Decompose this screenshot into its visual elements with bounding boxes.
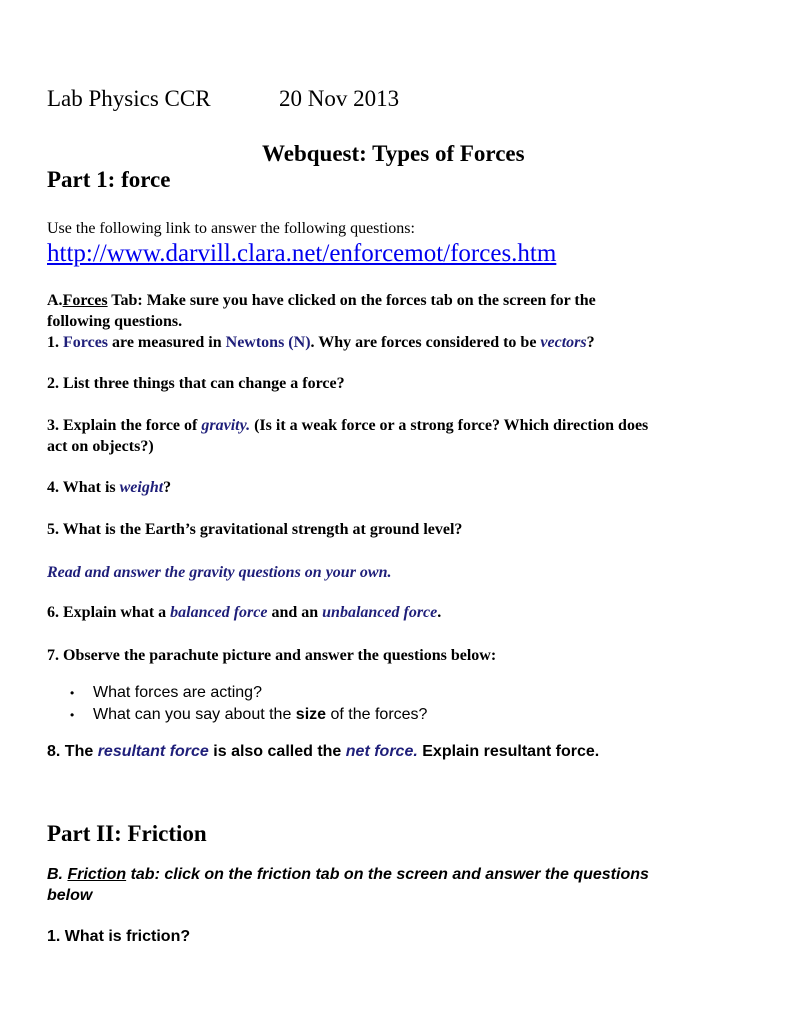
q4-weight: weight	[119, 479, 164, 496]
course-header	[47, 86, 211, 112]
q1-newtons: Newtons (N)	[225, 334, 311, 351]
bullet-2-size: size	[295, 706, 327, 723]
q6-balanced: balanced force	[170, 604, 268, 621]
part2-heading: Part II: Friction	[47, 821, 207, 846]
gravity-note: Read and answer the gravity questions on your own.	[47, 564, 392, 581]
q3-text-b: (Is it a weak force or a strong force? Which direction does	[250, 417, 649, 434]
q1-text-a: are measured in	[108, 334, 226, 351]
q6-unbalanced: unbalanced force	[322, 604, 438, 621]
course-name: Lab Physics CCR	[47, 86, 211, 111]
section-a-line2: following questions.	[47, 313, 183, 330]
q8-text-a: 8. The	[47, 743, 98, 760]
q1-qmark: ?	[586, 334, 595, 351]
friction-question-1: 1. What is friction?	[47, 928, 191, 945]
q1-number: 1.	[47, 334, 63, 351]
question-4	[47, 479, 171, 497]
bullet-2-pre: What can you say about the	[93, 706, 296, 723]
bullet-dot: •	[70, 708, 75, 722]
q8-text-c: Explain resultant force.	[417, 743, 600, 760]
section-b-line2: below	[47, 887, 93, 904]
question-3	[47, 417, 648, 435]
question-5: 5. What is the Earth’s gravitational strength at ground level?	[47, 521, 463, 538]
section-a-line1	[47, 292, 596, 310]
part1-heading: Part 1: force	[47, 167, 171, 192]
q6-text-b: and an	[267, 604, 323, 621]
bullet-2-post: of the forces?	[326, 706, 428, 723]
bullet-2	[70, 706, 427, 724]
q8-net-force: net force.	[345, 743, 418, 760]
forces-tab-label: Forces	[62, 292, 108, 309]
q3-text-a: 3. Explain the force of	[47, 417, 202, 434]
q6-period: .	[437, 604, 442, 621]
section-a-instruction: Tab: Make sure you have clicked on the forces tab on the screen for the	[107, 292, 596, 309]
forces-link[interactable]: http://www.darvill.clara.net/enforcemot/forces.htm	[47, 240, 557, 267]
section-b-line1	[47, 866, 649, 884]
q1-forces: Forces	[63, 334, 109, 351]
question-8	[47, 743, 599, 761]
question-1	[47, 334, 595, 352]
section-b-instruction: tab: click on the friction tab on the screen and answer the questions	[126, 866, 649, 883]
q1-text-b: . Why are forces considered to be	[310, 334, 541, 351]
q4-qmark: ?	[163, 479, 172, 496]
bullet-1	[70, 684, 262, 702]
friction-tab-label: Friction	[67, 866, 127, 883]
intro-text: Use the following link to answer the following questions:	[47, 220, 415, 237]
date: 20 Nov 2013	[279, 86, 400, 111]
page-title: Webquest: Types of Forces	[262, 141, 525, 166]
section-a-letter: A.	[47, 292, 63, 309]
q4-text-a: 4. What is	[47, 479, 120, 496]
question-7: 7. Observe the parachute picture and answer the questions below:	[47, 647, 497, 664]
q6-text-a: 6. Explain what a	[47, 604, 171, 621]
q3-gravity: gravity.	[201, 417, 251, 434]
bullet-1-text: What forces are acting?	[93, 684, 262, 701]
q8-text-b: is also called the	[208, 743, 346, 760]
question-3-line2: act on objects?)	[47, 438, 154, 455]
question-6	[47, 604, 441, 622]
q8-resultant: resultant force	[97, 743, 209, 760]
q1-vectors: vectors	[540, 334, 587, 351]
question-2: 2. List three things that can change a force?	[47, 375, 345, 392]
section-b-letter: B.	[47, 866, 68, 883]
bullet-dot: •	[70, 686, 75, 700]
date-header	[279, 86, 399, 112]
